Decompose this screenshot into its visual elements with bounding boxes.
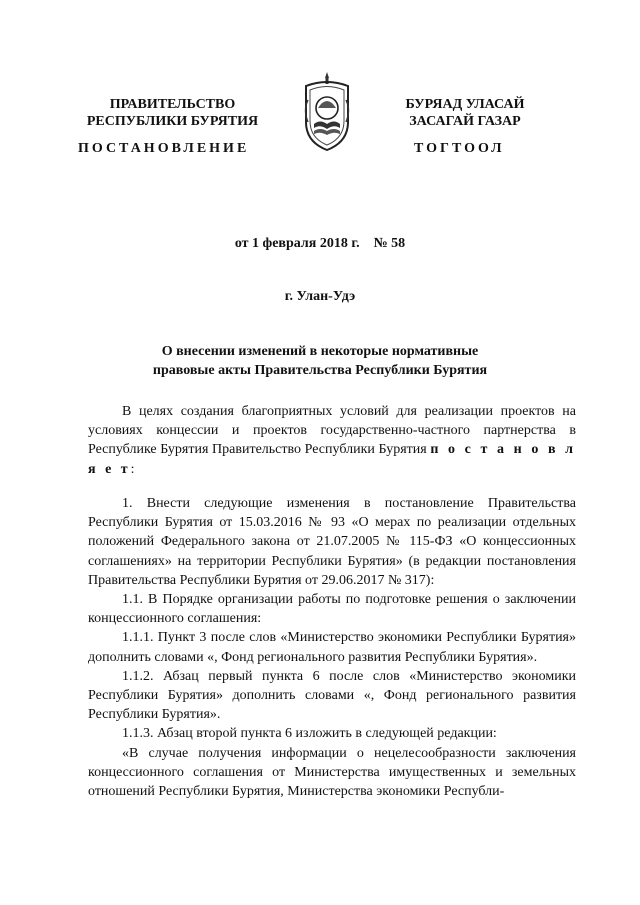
document-title xyxy=(0,342,640,380)
paragraph-1-1-2: 1.1.2. Абзац первый пункта 6 после слов «Министерство экономики Республики Бурятия» дополнить словами «, Фонд регионального развития Республики Бурятия». xyxy=(88,668,576,723)
doctype-buryat: ТОГТООЛ xyxy=(414,141,505,156)
issuer-block-russian xyxy=(55,96,290,130)
preamble-text: В целях создания благоприятных условий для реализации проектов на условиях концессии и проектов государственно-частного партнерства в Республике Бурятия Правительство Республики Бурятия xyxy=(88,404,576,458)
issuer-buryat-line-2: ЗАСАГАЙ ГАЗАР xyxy=(409,114,521,129)
date-number-line: от 1 февраля 2018 г. № 58 xyxy=(234,236,406,251)
resolution-body xyxy=(88,494,576,801)
doctype-russian: ПОСТАНОВЛЕНИЕ xyxy=(78,141,250,156)
issuer-buryat-line-1: БУРЯАД УЛАСАЙ xyxy=(405,97,525,112)
paragraph-1-1-3: 1.1.3. Абзац второй пункта 6 изложить в следующей редакции: xyxy=(122,726,497,742)
issuer-line-1: ПРАВИТЕЛЬСТВО xyxy=(109,97,236,112)
title-line-2: правовые акты Правительства Республики Бурятия xyxy=(152,363,488,378)
quoted-paragraph: «В случае получения информации о нецелесообразности заключения концессионного соглашения от Министерства имущественных и земельных отношений Республики Бурятия, Министерства экономики Республи- xyxy=(88,745,576,800)
title-line-1: О внесении изменений в некоторые нормативные xyxy=(161,344,479,359)
paragraph-1-1: 1.1. В Порядке организации работы по подготовке решения о заключении концессионного соглашения: xyxy=(88,592,576,627)
issuer-line-2: РЕСПУБЛИКИ БУРЯТИЯ xyxy=(86,114,259,129)
city-line: г. Улан-Удэ xyxy=(284,289,356,304)
paragraph-1-1-1: 1.1.1. Пункт 3 после слов «Министерство экономики Республики Бурятия» дополнить словами «, Фонд регионального развития Республики Бурятия». xyxy=(88,630,576,665)
preamble-paragraph xyxy=(88,402,576,479)
coat-of-arms-icon xyxy=(300,70,354,154)
preamble-colon: : xyxy=(130,461,135,477)
preamble-resolves: п о с т а н о в л я е т xyxy=(88,442,576,477)
issuer-block-buryat xyxy=(360,96,570,130)
paragraph-1: 1. Внести следующие изменения в постановление Правительства Республики Бурятия от 15.03.2016 № 93 «О мерах по реализации отдельных положений Федерального закона от 21.07.2005 № 115-ФЗ «О концессионных соглашениях» на территории Республики Бурятия» (в редакции постановления Правительства Республики Бурятия от 29.06.2017 № 317): xyxy=(88,496,576,588)
